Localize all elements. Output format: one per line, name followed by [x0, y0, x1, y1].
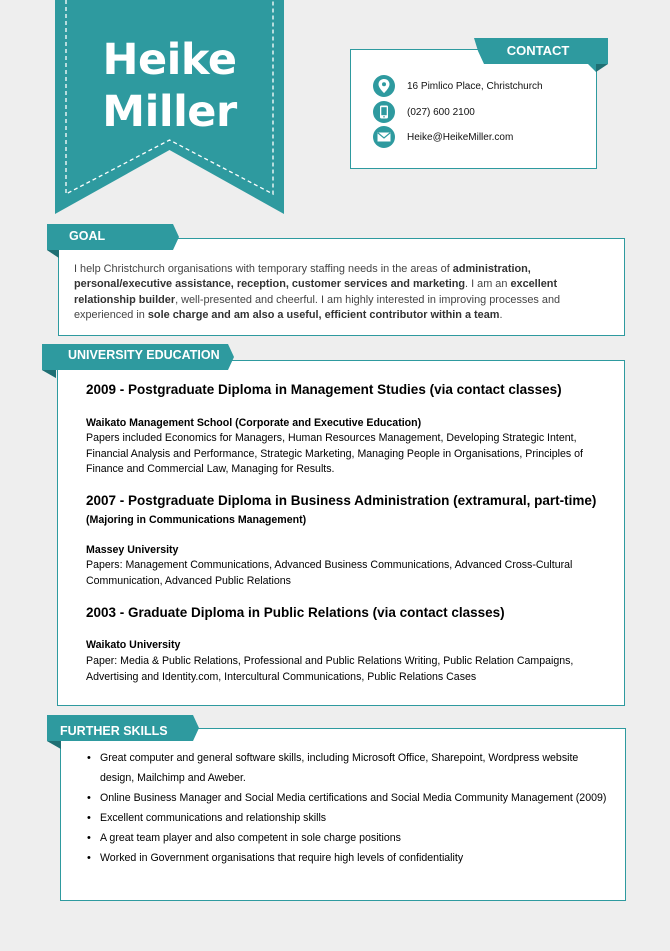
phone-icon: [373, 101, 395, 123]
candidate-name: [55, 34, 284, 138]
education-heading: UNIVERSITY EDUCATION: [68, 348, 220, 362]
first-name: Heike: [102, 35, 237, 85]
education-entry-note: (Majoring in Communications Management): [86, 514, 307, 526]
list-item: • Excellent communications and relationship skills: [86, 809, 612, 829]
list-item: • Worked in Government organisations that require high levels of confidentiality: [86, 849, 612, 869]
education-entry-school: Waikato University: [86, 639, 181, 651]
goal-tab: [47, 224, 181, 258]
last-name: Miller: [102, 87, 237, 137]
email-link[interactable]: Heike@HeikeMiller.com: [407, 131, 514, 143]
address-text: 16 Pimlico Place, Christchurch: [407, 80, 543, 92]
location-pin-icon: [373, 75, 395, 97]
contact-heading: CONTACT: [506, 43, 570, 58]
list-item: • A great team player and also competent in sole charge positions: [86, 829, 612, 849]
list-item: • Online Business Manager and Social Media certifications and Social Media Community Management (2009): [86, 789, 612, 809]
list-item: • Great computer and general software skills, including Microsoft Office, Sharepoint, Wordpress website design, Mailchimp and Aweber.: [86, 749, 612, 788]
education-entry-title: 2003 - Graduate Diploma in Public Relations (via contact classes): [86, 605, 505, 620]
goal-heading: GOAL: [69, 229, 106, 243]
goal-paragraph: I help Christchurch organisations with temporary staffing needs in the areas of administration, personal/executive assistance, reception, customer services and marketing. I am an excellent relationship builder, well-presented and cheerful. I am highly interested in improving processes and experienced in sole charge and am also a useful, efficient contributor within a team.: [74, 263, 561, 321]
education-entry-title: 2007 - Postgraduate Diploma in Business Administration (extramural, part-time): [86, 493, 597, 508]
education-entry-details: Paper: Media & Public Relations, Professional and Public Relations Writing, Public Relation Campaigns, Advertising and Identity.com, Intercultural Communications, Public Relations Cases: [86, 655, 574, 683]
education-entry-school: Waikato Management School (Corporate and Executive Education): [86, 417, 422, 429]
phone-text: (027) 600 2100: [407, 106, 475, 118]
skills-heading: FURTHER SKILLS: [60, 724, 168, 738]
education-entry-title: 2009 - Postgraduate Diploma in Management Studies (via contact classes): [86, 382, 562, 397]
education-entry-school: Massey University: [86, 544, 179, 556]
education-entry-details: Papers included Economics for Managers, Human Resources Management, Developing Strategic Intent, Financial Analysis and Performance, Strategic Marketing, Managing People in Organisations, Principles of Finance and Commercial Law, Managing for Results.: [86, 432, 583, 475]
contact-phone: [373, 100, 475, 124]
education-entry-details: Papers: Management Communications, Advanced Business Communications, Advanced Cross-Cultural Communication, Advanced Public Relations: [86, 559, 573, 587]
contact-email[interactable]: [373, 125, 513, 149]
contact-address: [373, 74, 543, 98]
skills-list: [86, 749, 612, 869]
mail-icon: [373, 126, 395, 148]
